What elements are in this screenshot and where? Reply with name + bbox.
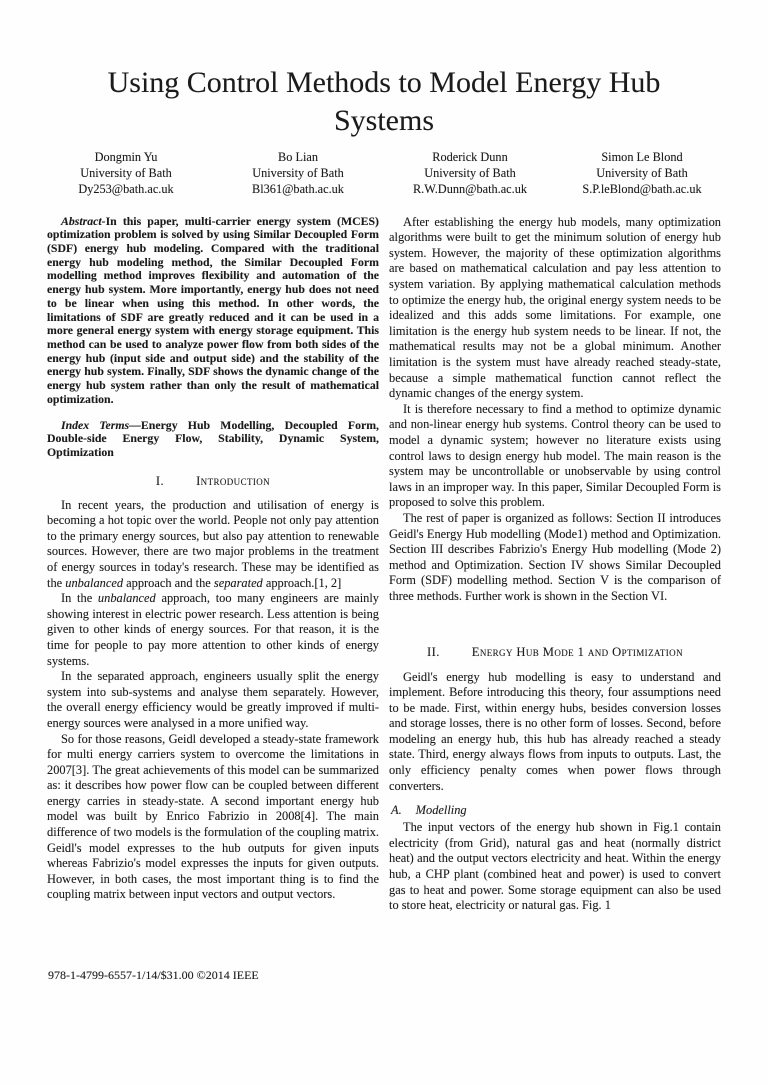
author-name: Roderick Dunn: [432, 150, 508, 164]
author-block: [40, 149, 212, 198]
author-affiliation: University of Bath: [596, 166, 688, 181]
author-block: [384, 149, 556, 198]
author-email: S.P.leBlond@bath.ac.uk: [582, 182, 702, 197]
author-block: [212, 149, 384, 198]
author-affiliation: University of Bath: [252, 166, 344, 181]
left-column: [47, 215, 379, 914]
section-title: Energy Hub Mode 1 and Optimization: [471, 644, 683, 659]
section2-paragraph-2: The input vectors of the energy hub shown in Fig.1 contain electricity (from Grid), natural gas and heat (normally district heat) and the output vectors electricity and heat. Within the energy hub, a CHP plant (combined heat and power) is used to convert gas to heat and power. Some storage equipment can also be used to store heat, electricity or natural gas. Fig. 1: [389, 820, 721, 913]
two-column-body: [0, 215, 768, 914]
abstract-lead: Abstract-: [61, 213, 106, 228]
author-block-row: [0, 145, 768, 198]
intro-paragraph-6: It is therefore necessary to find a method to optimize dynamic and non-linear energy hub systems. Control theory can be used to model a dynamic system; however no literature exists using control laws to design energy hub model. The main reason is the system may be uncontrollable or unobservable by using control laws in an improper way. In this paper, Similar Decoupled Form is proposed to solve this problem.: [389, 401, 721, 510]
section-number: I.: [155, 473, 165, 488]
subsection-heading-modelling: [391, 803, 721, 818]
subsection-title: Modelling: [415, 803, 467, 818]
author-name: Dongmin Yu: [94, 150, 158, 164]
abstract-paragraph: [47, 215, 379, 407]
paper-outline-paragraph: The rest of paper is organized as follows: Section II introduces Geidl's Energy Hub modelling (Mode1) method and Optimization. Section III describes Fabrizio's Energy Hub modelling (Mode 2) method and Optimization. Section IV shows Similar Decoupled Form (SDF) modelling method. Section V is the comparison of three methods. Further work is shown in the Section VI.: [389, 510, 721, 603]
intro-paragraph-1: In recent years, the production and utilisation of energy is becoming a hot topic over the world. People not only pay attention to the primary energy sources, but also pay attention to renewable sources. However, there are two major problems in the treatment of energy sources in today's research. These may be identified as the unbalanced approach and the separated approach.[1, 2]: [47, 497, 379, 590]
paper-title: Using Control Methods to Model Energy Hub Systems: [107, 66, 661, 137]
intro-paragraph-4: So for those reasons, Geidl developed a steady-state framework for multi energy carriers system to overcome the limitations in 2007[3]. The great achievements of this model can be summarized as: it describes how power flow can be coupled between different energy carries in steady-state. A second important energy hub model was built by Enrico Fabrizio in 2008[4]. The main difference of two models is the formulation of the coupling matrix. Geidl's model expresses to the hub outputs for given inputs whereas Fabrizio's model expresses the inputs for given outputs. However, in both cases, the most important thing is to find the coupling matrix between input vectors and output vectors.: [47, 731, 379, 902]
author-name: Simon Le Blond: [601, 150, 683, 164]
section-heading-introduction: [47, 474, 379, 489]
intro-paragraph-5: After establishing the energy hub models, many optimization algorithms were built to get the minimum solution of energy hub system. However, the majority of these optimization algorithms are based on mathematical calculation and pay less attention to system variation. By applying mathematical calculation methods to optimize the energy hub, the original energy system needs to be idealized and this adds some limitations. For example, one limitation is the energy hub system needs to be linear. If not, the mathematical results may not be a global minimum. Another limitation is the system must have already reached steady-state, because a simple mathematical function cannot reflect the dynamic changes of the energy system.: [389, 214, 721, 401]
author-affiliation: University of Bath: [424, 166, 516, 181]
section2-paragraph-1: Geidl's energy hub modelling is easy to understand and implement. Before introducing this theory, four assumptions need to be made. First, within energy hubs, besides conversion losses and storage losses, there is no other form of losses. Second, before modeling an energy hub, this hub has already reached a steady state. Third, energy always flows from inputs to outputs. Last, the only efficiency penalty comes when power flows through converters.: [389, 669, 721, 793]
author-email: Bl361@bath.ac.uk: [252, 182, 344, 197]
intro-paragraph-3: In the separated approach, engineers usually split the energy system into sub-systems and analyse them separately. However, the overall energy efficiency would be greatly improved if multi-energy sources were analysed in a more unified way.: [47, 669, 379, 730]
right-column: [389, 215, 721, 914]
subsection-label: A.: [391, 803, 402, 818]
intro-paragraph-2: In the unbalanced approach, too many engineers are mainly showing interest in electric power research. Less attention is being given to other kinds of energy sources. For that reason, it is the time for people to pay more attention to other kinds of energy systems.: [47, 591, 379, 668]
index-terms-lead: Index Terms—: [61, 417, 141, 432]
author-name: Bo Lian: [278, 150, 318, 164]
author-email: R.W.Dunn@bath.ac.uk: [412, 182, 527, 197]
index-terms-paragraph: [47, 419, 379, 460]
author-block: [556, 149, 728, 198]
author-affiliation: University of Bath: [80, 166, 172, 181]
copyright-notice: 978-1-4799-6557-1/14/$31.00 ©2014 IEEE: [48, 968, 259, 982]
index-terms-text: Energy Hub Modelling, Decoupled Form, Double-side Energy Flow, Stability, Dynamic System, Optimization: [47, 417, 379, 459]
section-number: II.: [427, 644, 440, 659]
section-heading-energy-hub-mode-1: [389, 645, 721, 660]
author-email: Dy253@bath.ac.uk: [78, 182, 174, 197]
section-title: Introduction: [196, 473, 271, 488]
abstract-text: In this paper, multi-carrier energy system (MCES) optimization problem is solved by using Similar Decoupled Form (SDF) energy hub modeling. Compared with the traditional energy hub modeling method, the Similar Decoupled Form modelling method improves flexibility and automation of the energy hub system. More importantly, energy hub does not need to be linear when using this method. In other words, the limitations of SDF are greatly reduced and it can be used in a more general energy system with energy storage equipment. This method can be used to analyze power flow from both sides of the energy hub (input side and output side) and the stability of the energy hub system. Finally, SDF shows the dynamic change of the energy hub system rather than only the result of mathematical optimization.: [47, 213, 379, 406]
